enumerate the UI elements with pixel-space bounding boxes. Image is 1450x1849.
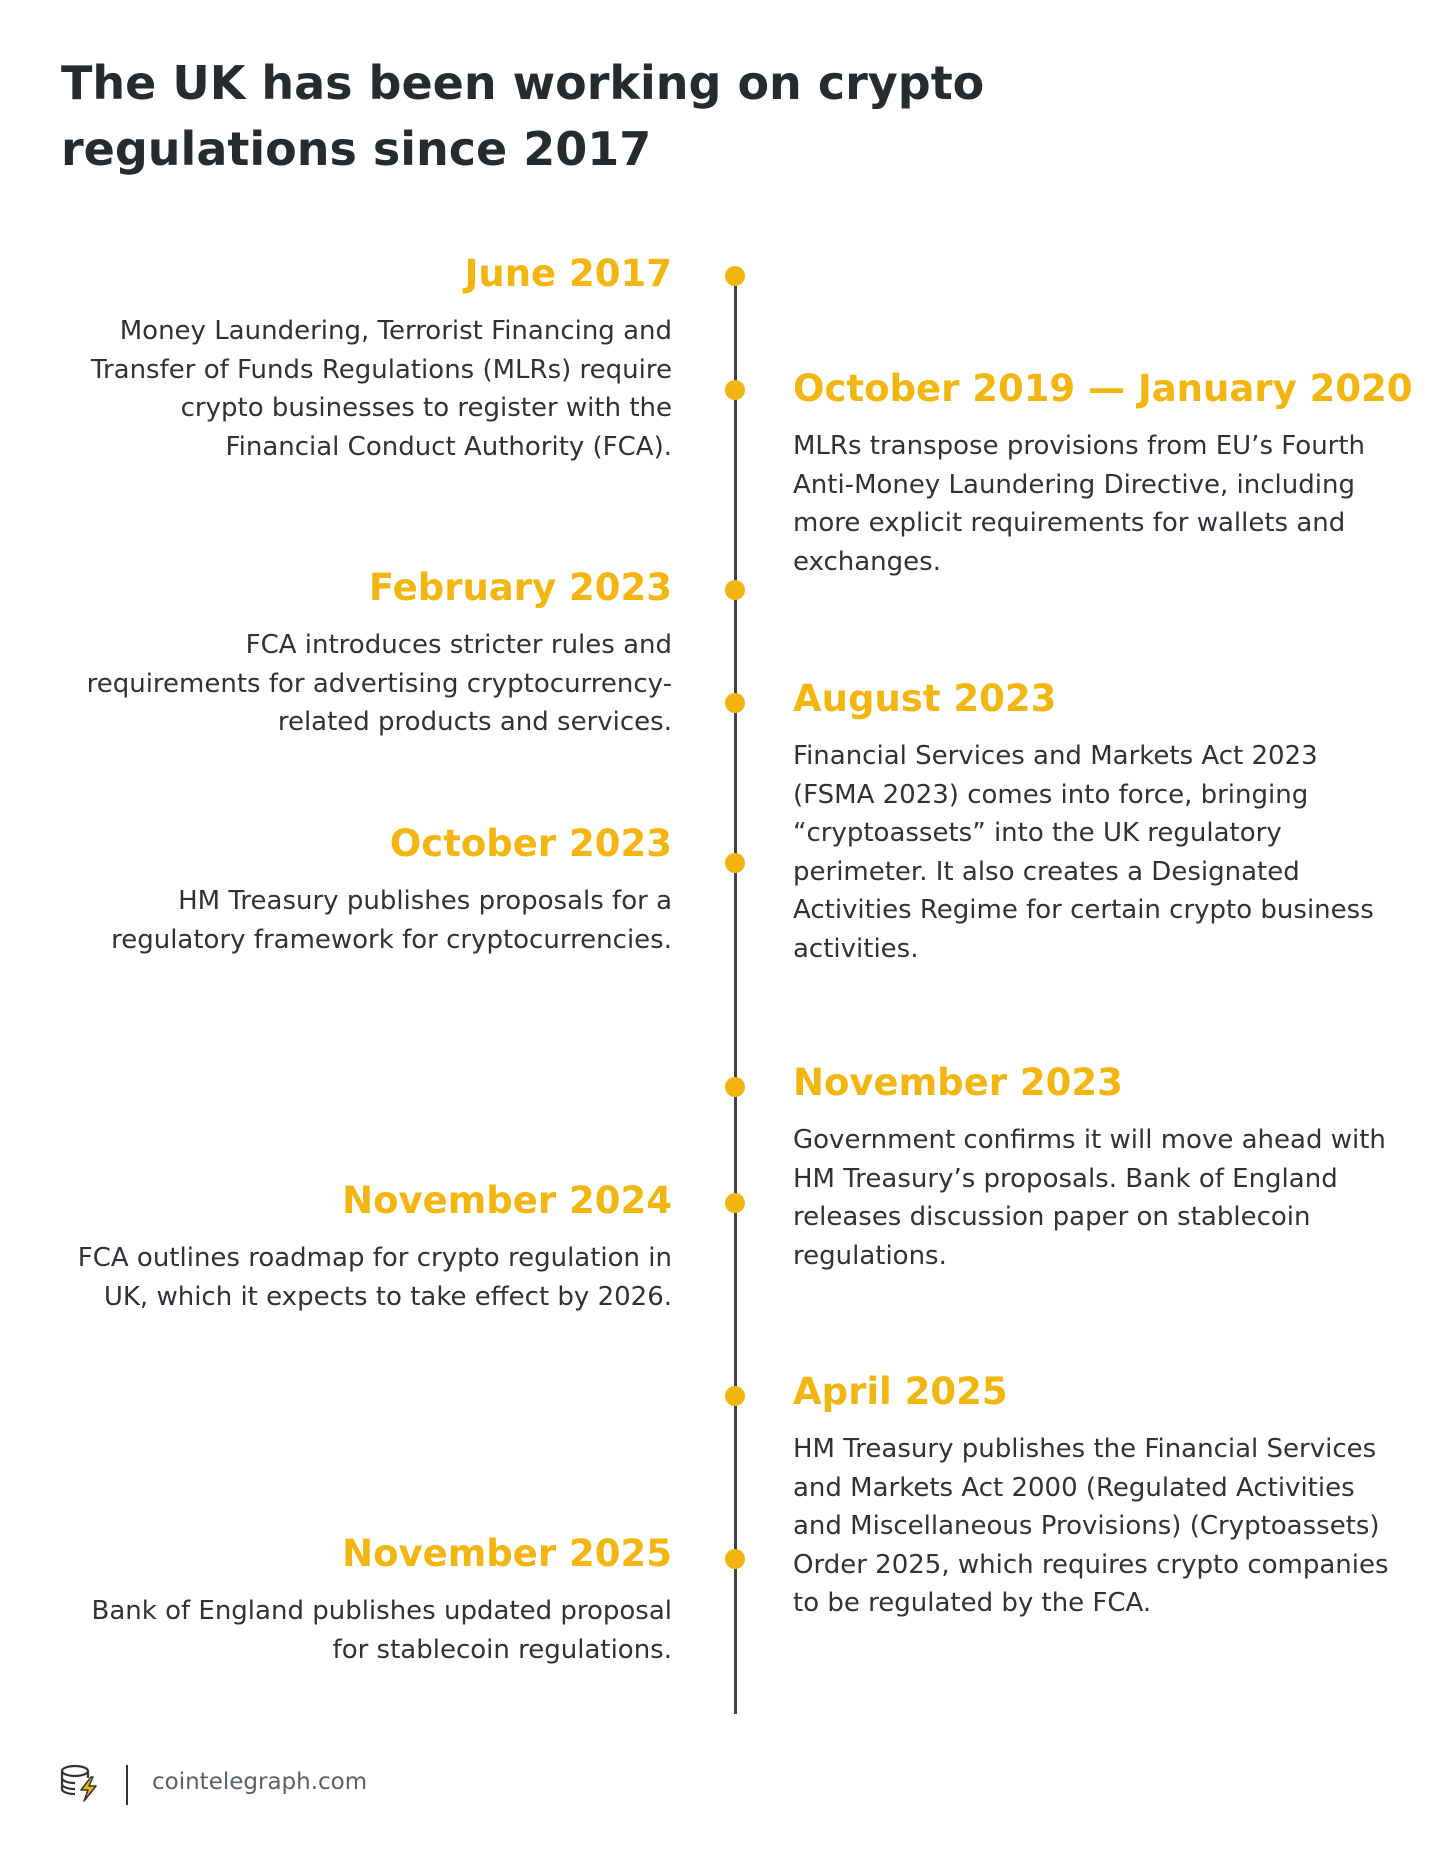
timeline-event-nov-2025 xyxy=(70,1530,672,1669)
event-date: October 2019 — January 2020 xyxy=(793,367,1413,410)
event-description: Bank of England publishes updated proposal for stablecoin regulations. xyxy=(91,1596,672,1665)
event-date: October 2023 xyxy=(389,822,672,865)
event-description: Government confirms it will move ahead with HM Treasury’s proposals. Bank of England releases discussion paper on stablecoin regulations. xyxy=(793,1125,1386,1271)
timeline-marker-nov-2023 xyxy=(725,1077,745,1097)
event-description: FCA outlines roadmap for crypto regulation in UK, which it expects to take effect by 2026. xyxy=(77,1243,672,1312)
timeline-marker-oct-2023 xyxy=(725,853,745,873)
event-date: February 2023 xyxy=(368,566,672,609)
timeline-event-nov-2024 xyxy=(70,1177,672,1316)
timeline-event-oct-2023 xyxy=(70,820,672,959)
timeline-event-apr-2025 xyxy=(793,1368,1393,1623)
event-description: MLRs transpose provisions from EU’s Fourth Anti-Money Laundering Directive, including more explicit requirements for wallets and exchanges. xyxy=(793,431,1366,577)
footer-divider xyxy=(126,1765,128,1805)
event-date: November 2023 xyxy=(793,1061,1123,1104)
timeline-marker-apr-2025 xyxy=(725,1386,745,1406)
cointelegraph-logo-icon xyxy=(58,1763,102,1803)
event-description: Financial Services and Markets Act 2023 (FSMA 2023) comes into force, bringing “cryptoassets” into the UK regulatory perimeter. It also creates a Designated Activities Regime for certain crypto business activities. xyxy=(793,741,1374,964)
page-title: The UK has been working on crypto regulations since 2017 xyxy=(61,56,985,176)
timeline-event-feb-2023 xyxy=(70,564,672,742)
event-description: HM Treasury publishes proposals for a regulatory framework for cryptocurrencies. xyxy=(111,886,672,955)
event-date: November 2024 xyxy=(342,1179,672,1222)
timeline-marker-nov-2024 xyxy=(725,1193,745,1213)
timeline-event-june-2017 xyxy=(70,250,672,466)
timeline-marker-feb-2023 xyxy=(725,580,745,600)
event-description: Money Laundering, Terrorist Financing and Transfer of Funds Regulations (MLRs) require crypto businesses to register with the Financial Conduct Authority (FCA). xyxy=(90,316,672,462)
event-date: August 2023 xyxy=(793,677,1057,720)
timeline-marker-june-2017 xyxy=(725,266,745,286)
event-date: April 2025 xyxy=(793,1370,1008,1413)
timeline-marker-oct-2019 xyxy=(725,380,745,400)
event-description: HM Treasury publishes the Financial Services and Markets Act 2000 (Regulated Activities and Miscellaneous Provisions) (Cryptoassets) Order 2025, which requires crypto companies to be regulated by the FCA. xyxy=(793,1434,1389,1618)
source-link[interactable]: cointelegraph.com xyxy=(152,1769,368,1795)
event-description: FCA introduces stricter rules and requirements for advertising cryptocurrency-related products and services. xyxy=(86,630,672,737)
event-date: June 2017 xyxy=(464,252,672,295)
timeline-event-oct-2019 xyxy=(793,365,1413,581)
timeline-marker-aug-2023 xyxy=(725,693,745,713)
event-date: November 2025 xyxy=(342,1532,672,1575)
timeline-marker-nov-2025 xyxy=(725,1549,745,1569)
timeline-event-nov-2023 xyxy=(793,1059,1393,1275)
timeline-event-aug-2023 xyxy=(793,675,1393,968)
timeline-axis xyxy=(734,274,737,1714)
